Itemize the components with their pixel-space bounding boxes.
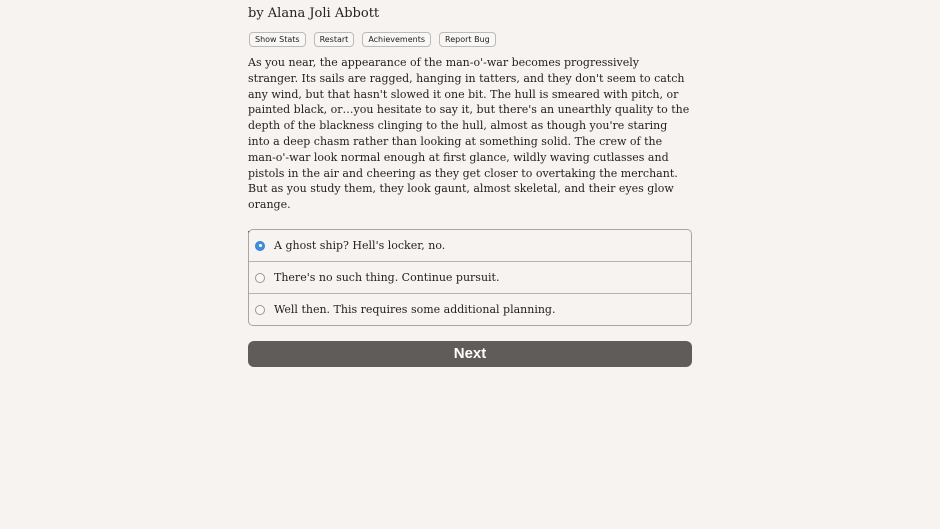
choice-label: A ghost ship? Hell's locker, no. (274, 239, 446, 252)
choice-option-continue-pursuit[interactable] (249, 261, 691, 293)
choice-list (248, 229, 692, 326)
choice-label: There's no such thing. Continue pursuit. (274, 271, 500, 284)
story-paragraph: As you near, the appearance of the man-o'-war becomes progressively stranger. Its sails are ragged, hanging in tatters, and they don't seem to catch any wind, but that hasn't slowed it one bit. The hull is smeared with pitch, or painted black, or…you hesitate to say it, but there's an unearthly quality to the depth of the blackness clinging to the hull, almost as though you're staring into a deep chasm rather than looking at something solid. The crew of the man-o'-war look normal enough at first glance, wildly waving cutlasses and pistols in the air and cheering as they get closer to overtaking the merchant. But as you study them, they look gaunt, almost skeletal, and their eyes glow orange. (248, 56, 690, 212)
report-bug-button[interactable]: Report Bug (439, 32, 496, 47)
story-passage (248, 55, 692, 244)
restart-button[interactable]: Restart (314, 32, 355, 47)
radio-button-icon[interactable] (255, 273, 265, 283)
next-button[interactable]: Next (248, 341, 692, 367)
choice-label: Well then. This requires some additional planning. (274, 303, 556, 316)
show-stats-button[interactable]: Show Stats (249, 32, 306, 47)
achievements-button[interactable]: Achievements (362, 32, 431, 47)
radio-button-icon[interactable] (255, 305, 265, 315)
radio-button-icon[interactable] (255, 241, 265, 251)
author-byline: by Alana Joli Abbott (248, 6, 380, 21)
toolbar (249, 32, 496, 47)
choice-option-additional-planning[interactable] (249, 293, 691, 325)
choice-option-ghost-ship[interactable] (249, 230, 691, 261)
